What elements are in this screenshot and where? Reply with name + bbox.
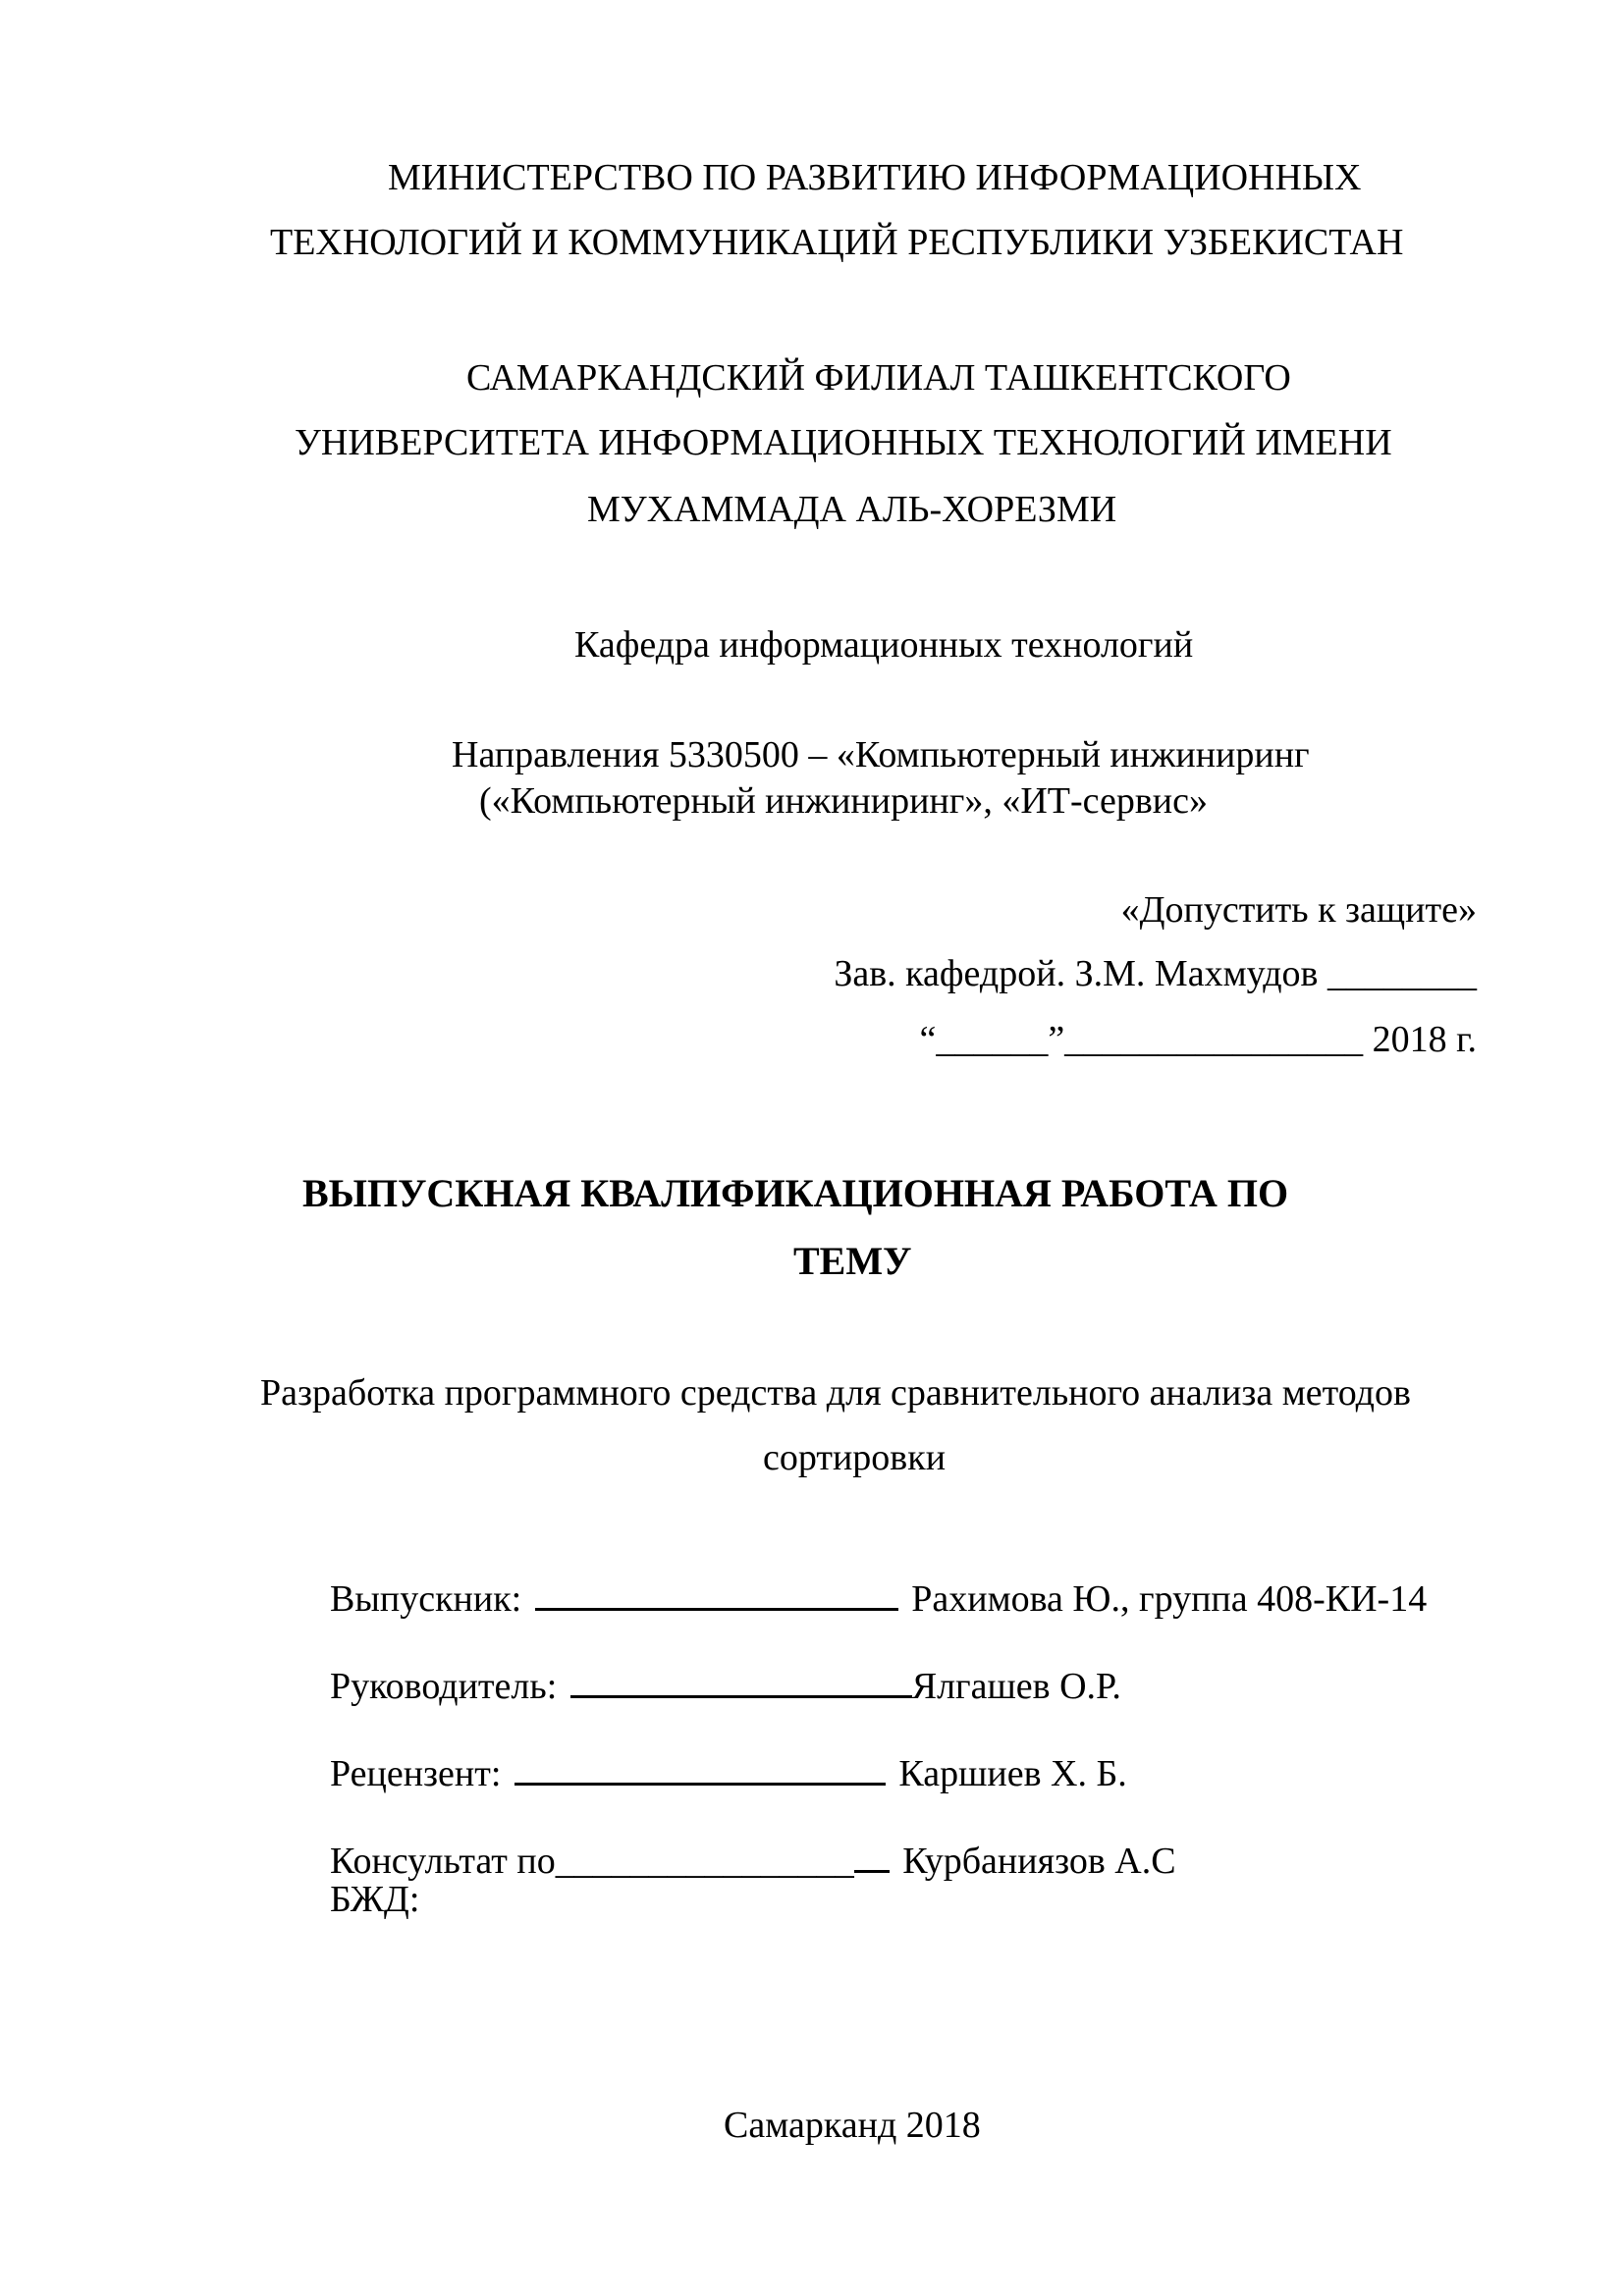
consultant-signature-line: ________________ <box>555 1841 854 1883</box>
supervisor-row <box>330 1662 1121 1708</box>
work-title-line-2: ТЕМУ <box>793 1239 912 1283</box>
ministry-line-2: ТЕХНОЛОГИЙ И КОММУНИКАЦИЙ РЕСПУБЛИКИ УЗБЕКИСТАН <box>270 222 1404 263</box>
supervisor-signature-line <box>570 1662 912 1698</box>
branch-line-2: УНИВЕРСИТЕТА ИНФОРМАЦИОННЫХ ТЕХНОЛОГИЙ ИМЕНИ <box>295 422 1392 463</box>
graduate-name: Рахимова Ю., группа 408-КИ-14 <box>911 1578 1428 1621</box>
reviewer-label: Рецензент: <box>330 1753 502 1795</box>
work-title-line-1: ВЫПУСКНАЯ КВАЛИФИКАЦИОННАЯ РАБОТА ПО <box>302 1171 1289 1215</box>
branch-line-3: МУХАММАДА АЛЬ-ХОРЕЗМИ <box>587 489 1117 530</box>
consultant-name: Курбаниязов А.С <box>902 1841 1176 1883</box>
branch-line-1: САМАРКАНДСКИЙ ФИЛИАЛ ТАШКЕНТСКОГО <box>466 357 1291 399</box>
consultant-signature-line-bold <box>854 1837 890 1873</box>
topic-line-1: Разработка программного средства для сравнительного анализа методов <box>260 1372 1411 1414</box>
ministry-line-1: МИНИСТЕРСТВО ПО РАЗВИТИЮ ИНФОРМАЦИОННЫХ <box>388 157 1362 198</box>
supervisor-name: Ялгашев О.Р. <box>911 1666 1121 1708</box>
admit-to-defense: «Допустить к защите» <box>1120 889 1477 931</box>
approval-date: “______”________________ 2018 г. <box>919 1019 1477 1060</box>
consultant-row <box>330 1837 1176 1883</box>
graduate-signature-line <box>535 1575 898 1611</box>
reviewer-row <box>330 1749 1127 1795</box>
direction-line-2: («Компьютерный инжиниринг», «ИТ-сервис» <box>479 780 1209 822</box>
consultant-row-2 <box>330 1881 419 1918</box>
city-year: Самарканд 2018 <box>724 2105 981 2146</box>
department-head-signature: Зав. кафедрой. З.М. Махмудов ________ <box>834 953 1477 994</box>
consultant-label-bzhd: БЖД: <box>330 1879 420 1920</box>
supervisor-label: Руководитель: <box>330 1666 558 1708</box>
graduate-row <box>330 1575 1428 1621</box>
reviewer-signature-line <box>514 1749 886 1786</box>
consultant-label: Консультат по <box>330 1841 556 1883</box>
graduate-label: Выпускник: <box>330 1578 522 1621</box>
department-name: Кафедра информационных технологий <box>574 624 1194 666</box>
reviewer-name: Каршиев Х. Б. <box>898 1753 1127 1795</box>
topic-line-2: сортировки <box>763 1437 947 1478</box>
direction-line-1: Направления 5330500 – «Компьютерный инжиниринг <box>452 734 1310 775</box>
